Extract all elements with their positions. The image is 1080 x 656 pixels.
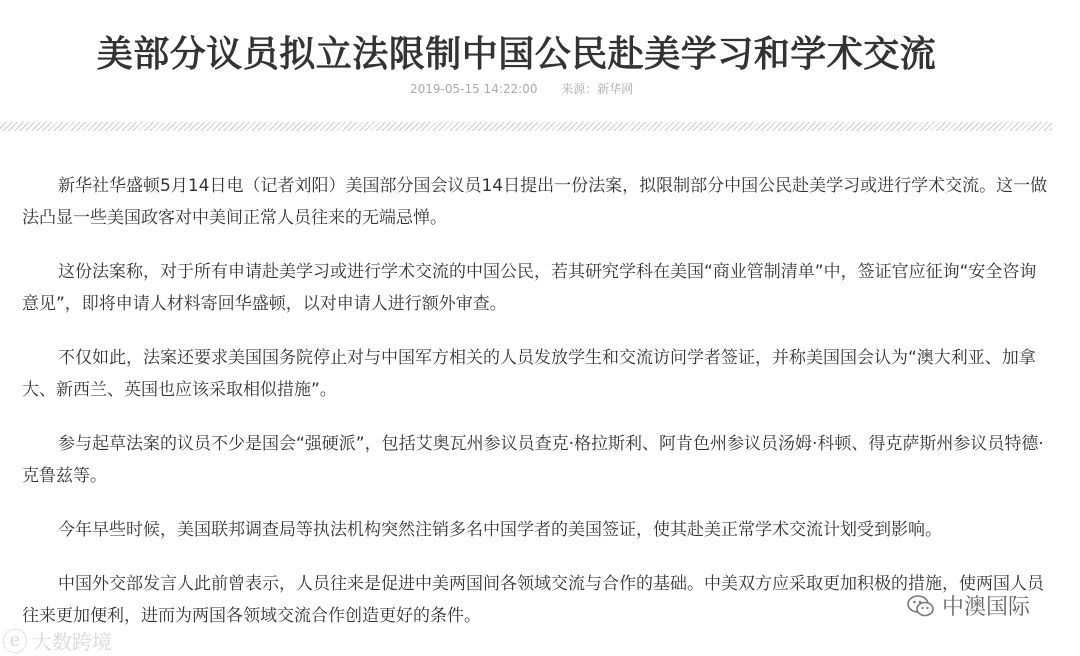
- paragraph: 今年早些时候，美国联邦调查局等执法机构突然注销多名中国学者的美国签证，使其赴美正常学术交流计划受到影响。: [58, 520, 942, 540]
- paragraph: 不仅如此，法案还要求美国国务院停止对与中国军方相关的人员发放学生和交流访问学者签证，并称美国国会认为“澳大利亚、加拿大、新西兰、英国也应该采取相似措施”。: [22, 348, 1036, 400]
- watermark-left: [2, 622, 112, 656]
- wechat-icon: [906, 591, 936, 621]
- watermark-left-text: 大数跨境: [32, 630, 113, 654]
- article-meta: [410, 80, 633, 97]
- hatched-divider: [0, 122, 1052, 131]
- paragraph: 参与起草法案的议员不少是国会“强硬派”，包括艾奥瓦州参议员查克·格拉斯利、阿肯色州参议员汤姆·科顿、得克萨斯州参议员特德·克鲁兹等。: [22, 434, 1044, 486]
- paragraph: 新华社华盛顿5月14日电（记者刘阳）美国部分国会议员14日提出一份法案，拟限制部分中国公民赴美学习或进行学术交流。这一做法凸显一些美国政客对中美间正常人员往来的无端忌惮。: [22, 176, 1048, 228]
- source-label: 来源：: [561, 82, 598, 96]
- paragraph: 中国外交部发言人此前曾表示，人员往来是促进中美两国间各领域交流与合作的基础。中美双方应采取更加积极的措施，使两国人员往来更加便利，进而为两国各领域交流合作创造更好的条件。: [22, 574, 1044, 626]
- paragraph: 这份法案称，对于所有申请赴美学习或进行学术交流的中国公民，若其研究学科在美国“商业管制清单”中，签证官应征询“安全咨询意见”，即将申请人材料寄回华盛顿，以对申请人进行额外审查。: [22, 262, 1037, 314]
- watermark-right-text: 中澳国际: [942, 595, 1031, 620]
- watermark-right: [906, 590, 1030, 621]
- publish-date: 2019-05-15 14:22:00: [410, 82, 538, 96]
- article-body: [22, 170, 1052, 654]
- article-title: 美部分议员拟立法限制中国公民赴美学习和学术交流: [96, 34, 937, 75]
- weibo-icon: ⓔ: [2, 628, 29, 656]
- source-name[interactable]: 新华网: [597, 82, 634, 96]
